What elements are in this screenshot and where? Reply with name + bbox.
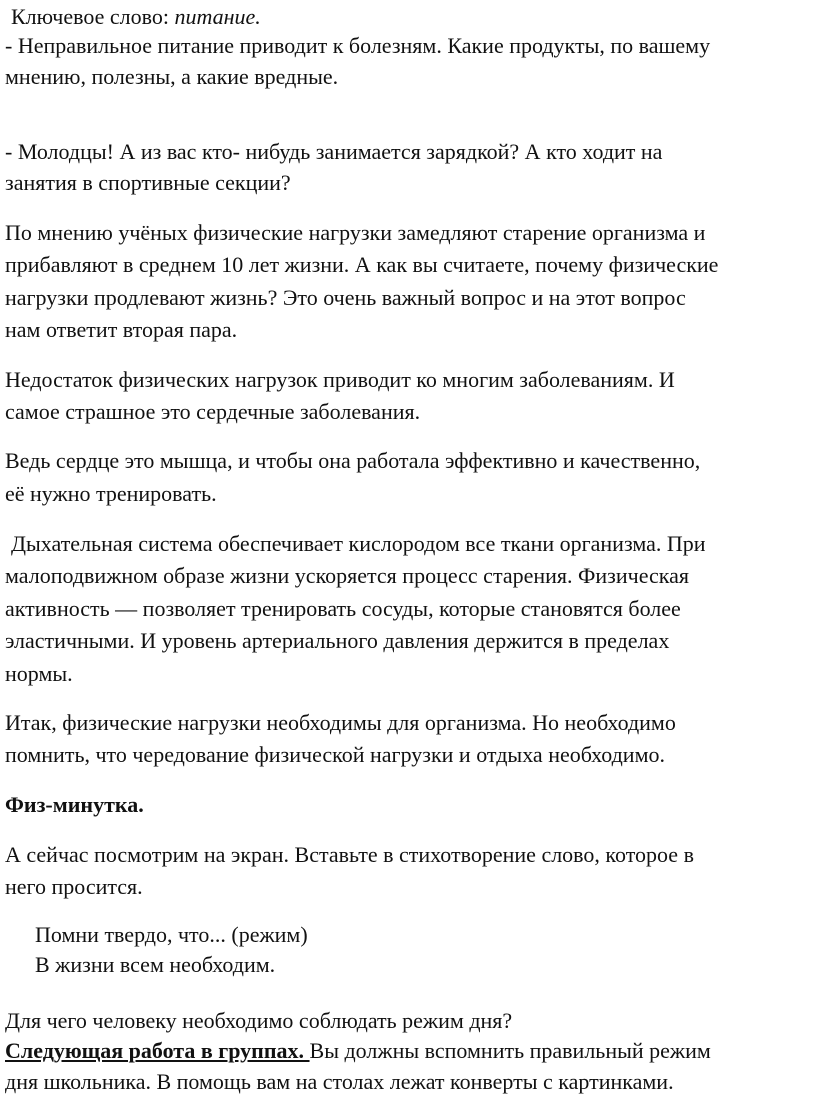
- paragraph-line: эластичными. И уровень артериального давления держится в пределах: [5, 628, 670, 653]
- paragraph-line: А сейчас посмотрим на экран. Вставьте в стихотворение слово, которое в: [5, 842, 694, 867]
- paragraph-line: - Молодцы! А из вас кто- нибудь занимается зарядкой? А кто ходит на: [5, 139, 663, 164]
- poem-line: Помни твердо, что... (режим): [35, 922, 308, 947]
- paragraph-line: активность — позволяет тренировать сосуды, которые становятся более: [5, 596, 681, 621]
- paragraph-line: Ведь сердце это мышца, и чтобы она работала эффективно и качественно,: [5, 448, 701, 473]
- paragraph-line: помнить, что чередование физической нагрузки и отдыха необходимо.: [5, 742, 665, 767]
- paragraph-line: Для чего человеку необходимо соблюдать режим дня?: [5, 1008, 513, 1033]
- paragraph-line: По мнению учёных физические нагрузки замедляют старение организма и: [5, 220, 706, 245]
- paragraph-line: - Неправильное питание приводит к болезням. Какие продукты, по вашему: [5, 33, 711, 58]
- paragraph-line: Итак, физические нагрузки необходимы для организма. Но необходимо: [5, 710, 676, 735]
- keyword-line: [5, 2, 261, 32]
- paragraph-line: Дыхательная система обеспечивает кислородом все ткани организма. При: [11, 531, 706, 556]
- group-work-text: Вы должны вспомнить правильный режим: [309, 1038, 711, 1063]
- paragraph-line: нормы.: [5, 661, 73, 686]
- group-work-line: [5, 1036, 711, 1066]
- section-heading: Физ-минутка.: [5, 792, 144, 817]
- paragraph-line: нагрузки продлевают жизнь? Это очень важный вопрос и на этот вопрос: [5, 285, 686, 310]
- poem-line: В жизни всем необходим.: [35, 952, 276, 977]
- paragraph-line: него просится.: [5, 874, 143, 899]
- paragraph-line: мнению, полезны, а какие вредные.: [5, 64, 339, 89]
- paragraph-line: её нужно тренировать.: [5, 481, 217, 506]
- paragraph-line: самое страшное это сердечные заболевания.: [5, 399, 421, 424]
- paragraph-line: нам ответит вторая пара.: [5, 317, 238, 342]
- paragraph-line: малоподвижном образе жизни ускоряется процесс старения. Физическая: [5, 563, 690, 588]
- paragraph-line: дня школьника. В помощь вам на столах лежат конверты с картинками.: [5, 1069, 674, 1094]
- group-work-heading: Следующая работа в группах.: [5, 1038, 310, 1063]
- keyword-value: питание.: [174, 4, 261, 29]
- paragraph-line: прибавляют в среднем 10 лет жизни. А как вы считаете, почему физические: [5, 252, 719, 277]
- paragraph-line: занятия в спортивные секции?: [5, 170, 291, 195]
- paragraph-line: Недостаток физических нагрузок приводит ко многим заболеваниям. И: [5, 367, 675, 392]
- keyword-label: Ключевое слово:: [11, 4, 175, 29]
